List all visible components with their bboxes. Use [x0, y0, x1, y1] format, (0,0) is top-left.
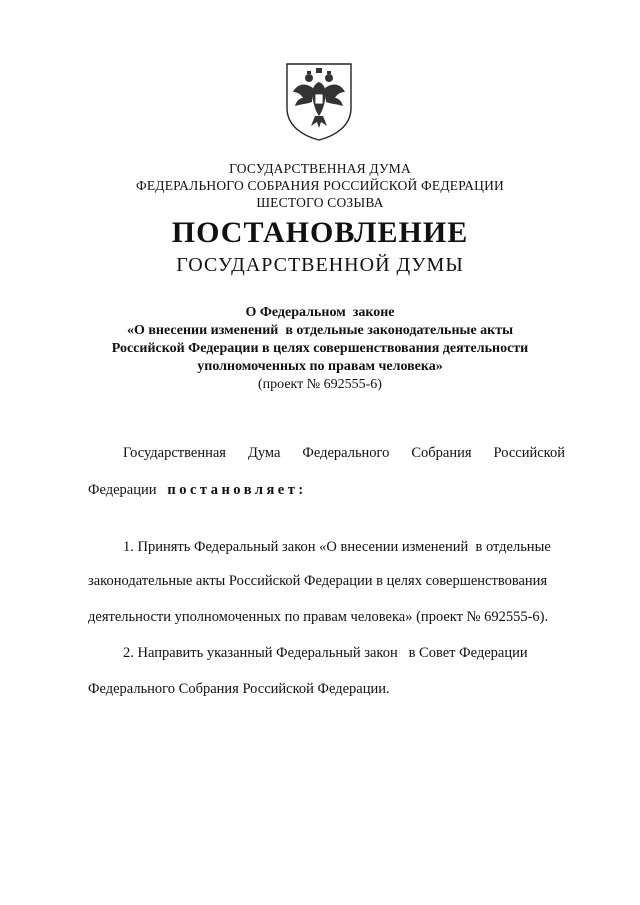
preamble-word: Российской [493, 445, 565, 461]
preamble-word: Дума [247, 445, 281, 461]
preamble-word: Федерации [88, 482, 157, 498]
subject-line-1: О Федеральном законе [245, 305, 395, 320]
convocation-line: ШЕСТОГО СОЗЫВА [256, 195, 384, 210]
resolves-verb: постановляет: [167, 482, 307, 498]
preamble-word: Государственная [123, 445, 226, 461]
item-1-line-3: деятельности уполномоченных по правам человека» (проект № 692555-6). [88, 609, 549, 625]
draft-number: (проект № 692555-6) [258, 377, 382, 392]
document-issuer-title: ГОСУДАРСТВЕННОЙ ДУМЫ [176, 254, 464, 276]
preamble-line-1 [123, 445, 565, 462]
item-1-line-2: законодательные акты Российской Федерации в целях совершенствования [88, 573, 548, 589]
preamble-word: Собрания [411, 445, 472, 461]
document-type-title: ПОСТАНОВЛЕНИЕ [171, 216, 469, 249]
item-2-line-1: 2. Направить указанный Федеральный закон в Совет Федерации [123, 645, 528, 661]
subject-line-3: Российской Федерации в целях совершенствования деятельности [111, 341, 529, 356]
organization-line-1: ГОСУДАРСТВЕННАЯ ДУМА [229, 161, 411, 176]
preamble-word: Федерального [302, 445, 390, 461]
item-2-line-2: Федерального Собрания Российской Федерации. [88, 681, 390, 697]
item-1-line-1: 1. Принять Федеральный закон «О внесении изменений в отдельные [123, 539, 551, 555]
subject-line-2: «О внесении изменений в отдельные законодательные акты [126, 323, 514, 338]
preamble-line-2 [88, 482, 307, 499]
organization-line-2: ФЕДЕРАЛЬНОГО СОБРАНИЯ РОССИЙСКОЙ ФЕДЕРАЦИИ [136, 178, 504, 193]
subject-line-4: уполномоченных по правам человека» [197, 359, 443, 374]
russian-coat-of-arms-emblem-icon [283, 62, 355, 142]
